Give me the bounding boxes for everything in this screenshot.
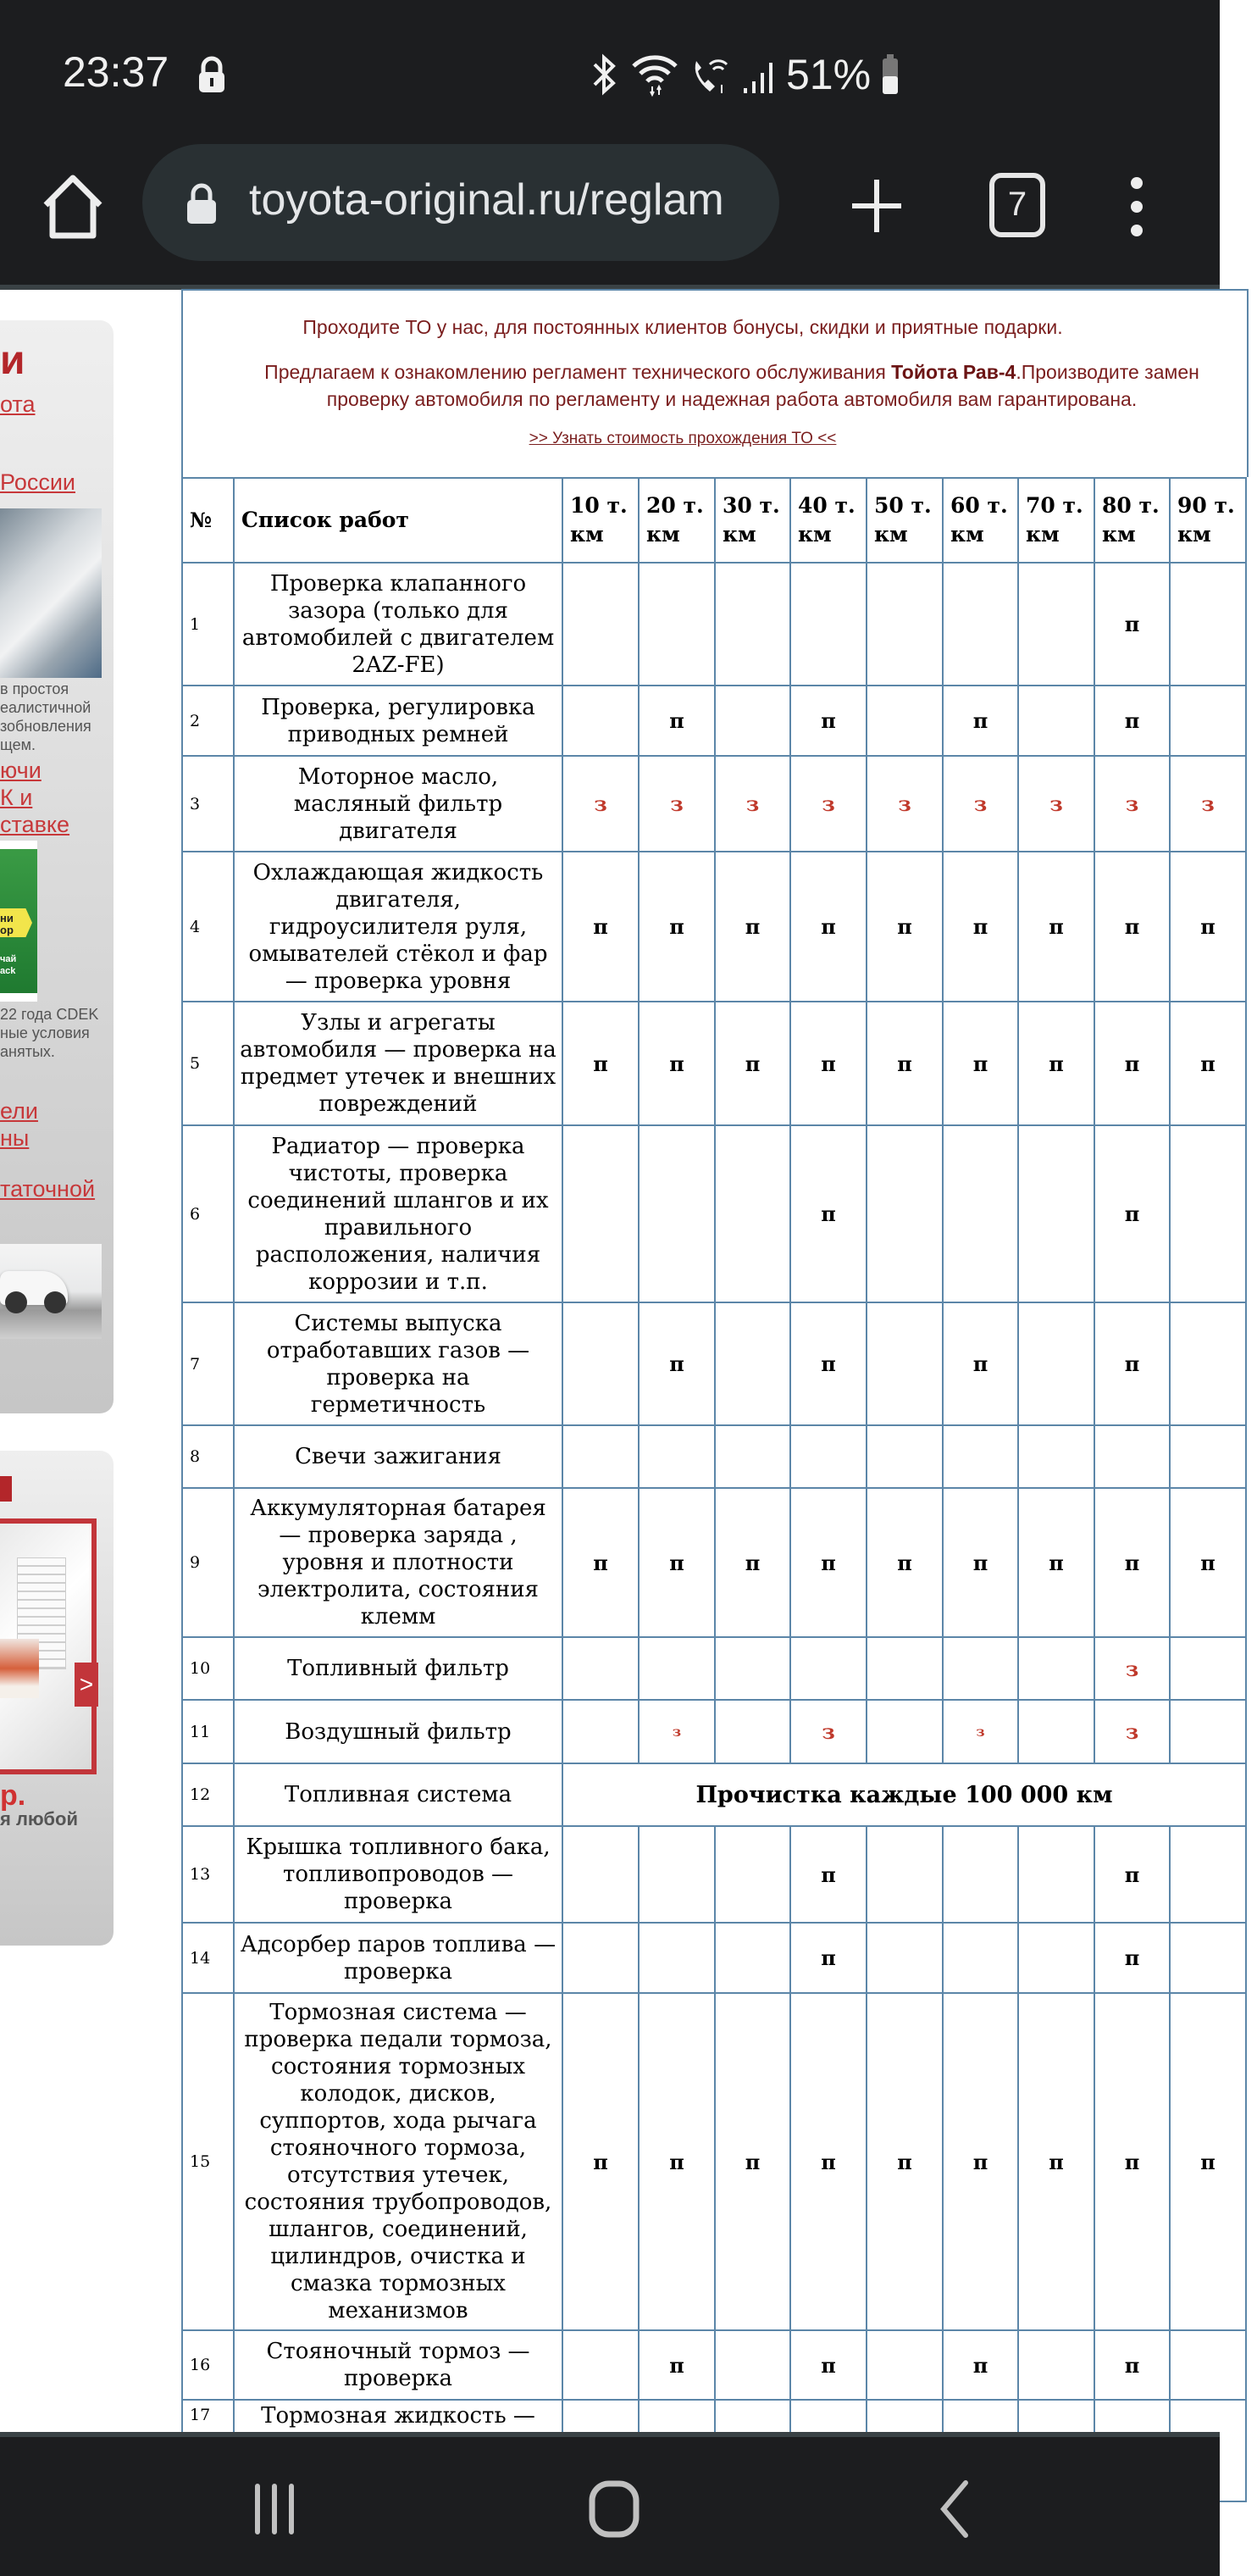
mark-check: п	[790, 1923, 867, 1993]
row-number: 15	[182, 1993, 234, 2330]
work-description: Моторное масло, масляный фильтр двигателя	[234, 756, 562, 852]
slider-next-button[interactable]: >	[75, 1663, 98, 1707]
mark-empty	[562, 563, 639, 686]
row-number: 14	[182, 1923, 234, 1993]
factory-caption-4: щем.	[0, 736, 36, 753]
cdek-caption-2: ные условия	[0, 1024, 90, 1041]
work-description: Аккумуляторная батарея — проверка заряда , уровня и плотности электролита, состояния клемм	[234, 1488, 562, 1637]
schedule-table	[181, 477, 1247, 2502]
mark-empty	[562, 1425, 639, 1488]
row-number: 11	[182, 1700, 234, 1763]
mark-empty	[1018, 1637, 1094, 1700]
cdek-caption-3: анятых.	[0, 1043, 55, 1060]
mark-empty	[562, 1125, 639, 1302]
work-description: Тормозная система — проверка педали тормоза, состояния тормозных колодок, дисков, суппортов, хода рычага стояночного тормоза, отсутствия утечек, состояния трубопроводов, шлангов, соединений, цилиндров, очистка и смазка тормозных механизмов	[234, 1993, 562, 2330]
mark-empty	[1018, 1826, 1094, 1923]
mark-check: п	[639, 2330, 715, 2400]
header-interval: 40 т. км	[790, 478, 867, 563]
sidebar-link-3c[interactable]: ставке	[0, 812, 70, 837]
mark-empty	[943, 563, 1018, 686]
mark-empty	[1018, 1425, 1094, 1488]
parts-slider-image[interactable]	[0, 1518, 97, 1774]
mark-replace: з	[715, 756, 790, 852]
mark-check: п	[1170, 1488, 1246, 1637]
mark-check: п	[790, 1488, 867, 1637]
sidebar-link-5[interactable]: таточной	[0, 1176, 96, 1202]
mark-empty	[867, 686, 943, 756]
mark-check: п	[1018, 852, 1094, 1002]
mark-empty	[867, 1923, 943, 1993]
mark-replace: з	[1018, 756, 1094, 852]
mark-empty	[1018, 686, 1094, 756]
row-number: 5	[182, 1002, 234, 1125]
mark-check: п	[1170, 852, 1246, 1002]
mark-check: п	[1094, 686, 1170, 756]
intro-description-start: Предлагаем к ознакомлению регламент технического обслуживания	[264, 361, 892, 383]
mark-replace: з	[867, 756, 943, 852]
lock-icon	[185, 181, 219, 225]
table-row	[182, 852, 1246, 1002]
sidebar-link-2[interactable]: России	[0, 469, 76, 495]
mark-empty	[562, 1700, 639, 1763]
work-description: Адсорбер паров топлива — проверка	[234, 1923, 562, 1993]
mark-empty	[715, 1826, 790, 1923]
mark-empty	[1018, 1302, 1094, 1425]
car-model: Тойота Рав-4	[891, 361, 1016, 383]
card-title-badge	[0, 1476, 12, 1502]
mark-empty	[639, 1923, 715, 1993]
recents-icon[interactable]	[251, 2483, 298, 2535]
mark-check: п	[715, 1488, 790, 1637]
mark-empty	[1170, 1637, 1246, 1700]
mark-replace: з	[562, 756, 639, 852]
mark-empty	[1018, 1125, 1094, 1302]
mark-replace: з	[790, 1700, 867, 1763]
mark-check: п	[1018, 1993, 1094, 2330]
signal-icon	[742, 53, 776, 97]
work-description: Проверка клапанного зазора (только для автомобилей с двигателем 2AZ-FE)	[234, 563, 562, 686]
mark-check: п	[639, 1302, 715, 1425]
status-icons	[590, 51, 900, 98]
mark-replace: з	[639, 1700, 715, 1763]
work-description: Крышка топливного бака, топливопроводов — проверка	[234, 1826, 562, 1923]
mark-check: п	[943, 852, 1018, 1002]
mark-check: п	[1094, 1002, 1170, 1125]
cdek-banner-text-4: ack	[0, 966, 16, 976]
mark-empty	[562, 1302, 639, 1425]
mark-empty	[867, 1425, 943, 1488]
mark-check: п	[943, 1302, 1018, 1425]
cdek-banner-image[interactable]	[0, 841, 37, 1002]
row-number: 6	[182, 1125, 234, 1302]
cdek-caption-1: 22 года CDEK	[0, 1006, 99, 1023]
mark-check: п	[943, 1002, 1018, 1125]
intro-block	[181, 289, 1249, 477]
row-number: 9	[182, 1488, 234, 1637]
mark-check: п	[867, 852, 943, 1002]
mark-check: п	[715, 1993, 790, 2330]
car-image[interactable]	[0, 1244, 102, 1339]
wifi-icon	[630, 53, 679, 97]
row-number: 13	[182, 1826, 234, 1923]
table-row	[182, 1425, 1246, 1488]
mark-empty	[1170, 2330, 1246, 2400]
table-row	[182, 1993, 1246, 2330]
factory-image[interactable]	[0, 508, 102, 678]
sidebar-link-3a[interactable]: ючи	[0, 758, 42, 783]
work-description: Свечи зажигания	[234, 1425, 562, 1488]
home-icon[interactable]	[41, 173, 105, 241]
mark-empty	[715, 686, 790, 756]
mark-empty	[639, 1826, 715, 1923]
row-number: 7	[182, 1302, 234, 1425]
mark-empty	[715, 1425, 790, 1488]
mark-check: п	[943, 1488, 1018, 1637]
work-description: Стояночный тормоз — проверка	[234, 2330, 562, 2400]
cdek-banner-text-2: ор	[0, 924, 14, 936]
sidebar-link-1[interactable]: ота	[0, 391, 36, 417]
mark-empty	[1170, 686, 1246, 756]
mark-check: п	[1018, 1002, 1094, 1125]
url-text[interactable]: toyota-original.ru/reglam	[249, 175, 724, 225]
mark-replace: з	[943, 756, 1018, 852]
work-description: Воздушный фильтр	[234, 1700, 562, 1763]
work-description: Топливный фильтр	[234, 1637, 562, 1700]
mark-check: п	[639, 1488, 715, 1637]
header-interval: 10 т. км	[562, 478, 639, 563]
mark-check: п	[1094, 1993, 1170, 2330]
mark-empty	[715, 1923, 790, 1993]
row-number: 2	[182, 686, 234, 756]
mark-check: п	[943, 1993, 1018, 2330]
mark-check: п	[1094, 563, 1170, 686]
header-interval: 20 т. км	[639, 478, 715, 563]
header-interval: 80 т. км	[1094, 478, 1170, 563]
mark-empty	[867, 1637, 943, 1700]
mark-check: п	[715, 1002, 790, 1125]
mark-empty	[715, 1302, 790, 1425]
mark-check: п	[790, 686, 867, 756]
mark-check: п	[867, 1002, 943, 1125]
mark-empty	[715, 1637, 790, 1700]
mark-empty	[943, 1425, 1018, 1488]
table-row	[182, 1002, 1246, 1125]
row-number: 16	[182, 2330, 234, 2400]
mark-check: п	[1094, 1488, 1170, 1637]
maintenance-schedule	[181, 289, 1249, 2502]
mark-check: п	[639, 686, 715, 756]
mark-check: п	[1018, 1488, 1094, 1637]
mark-empty	[943, 1637, 1018, 1700]
mark-empty	[562, 1826, 639, 1923]
table-row	[182, 1637, 1246, 1700]
mark-check: п	[790, 1993, 867, 2330]
mark-empty	[1170, 1425, 1246, 1488]
mark-empty	[562, 1637, 639, 1700]
mark-check: п	[790, 2330, 867, 2400]
mark-check: п	[1170, 1993, 1246, 2330]
work-description: Системы выпуска отработавших газов — проверка на герметичность	[234, 1302, 562, 1425]
table-row	[182, 686, 1246, 756]
table-header-row	[182, 478, 1246, 563]
intro-guarantee: проверку автомобиля по регламенту и надежная работа автомобиля вам гарантирована.	[326, 388, 1138, 410]
mark-check: п	[639, 1002, 715, 1125]
mark-check: п	[562, 1993, 639, 2330]
interval-note: Прочистка каждые 100 000 км	[562, 1763, 1246, 1826]
mark-empty	[562, 2330, 639, 2400]
mark-replace: з	[790, 756, 867, 852]
header-interval: 50 т. км	[867, 478, 943, 563]
row-number: 8	[182, 1425, 234, 1488]
mark-empty	[715, 2330, 790, 2400]
table-row	[182, 1125, 1246, 1302]
sidebar-card-parts	[0, 1451, 114, 1946]
status-bar	[0, 0, 1220, 144]
mark-check: п	[562, 1002, 639, 1125]
mark-empty	[943, 1125, 1018, 1302]
home-icon[interactable]	[588, 2479, 640, 2539]
header-number: №	[182, 478, 234, 563]
table-row	[182, 1923, 1246, 1993]
sidebar-card-news	[0, 320, 114, 1413]
mark-empty	[1018, 2330, 1094, 2400]
back-icon[interactable]	[937, 2479, 971, 2539]
cdek-banner-text-1: ни	[0, 912, 14, 924]
work-description: Тормозная жидкость —	[234, 2400, 562, 2501]
work-description: Узлы и агрегаты автомобиля — проверка на предмет утечек и внешних повреждений	[234, 1002, 562, 1125]
intro-promo: Проходите ТО у нас, для постоянных клиентов бонусы, скидки и приятные подарки.	[302, 316, 1063, 338]
mark-check: п	[790, 1002, 867, 1125]
bluetooth-icon	[590, 53, 620, 97]
table-row	[182, 1826, 1246, 1923]
header-work-list: Список работ	[234, 478, 562, 563]
lock-icon	[195, 56, 229, 93]
mark-empty	[639, 1637, 715, 1700]
mark-empty	[867, 1700, 943, 1763]
row-number: 17	[182, 2400, 234, 2501]
mark-empty	[943, 1923, 1018, 1993]
parts-description-fragment: я любой	[0, 1808, 78, 1829]
card-title-fragment: и	[0, 338, 25, 383]
mark-replace: з	[943, 1700, 1018, 1763]
header-interval: 70 т. км	[1018, 478, 1094, 563]
work-description: Проверка, регулировка приводных ремней	[234, 686, 562, 756]
mark-empty	[1170, 1826, 1246, 1923]
mark-empty	[943, 1826, 1018, 1923]
mark-check: п	[1094, 1125, 1170, 1302]
sidebar-link-4b[interactable]: ны	[0, 1125, 30, 1151]
table-row	[182, 1302, 1246, 1425]
mark-empty	[1018, 1923, 1094, 1993]
mark-empty	[867, 563, 943, 686]
mark-empty	[715, 1125, 790, 1302]
mark-empty	[715, 563, 790, 686]
mark-check: п	[562, 852, 639, 1002]
mark-check: п	[790, 1826, 867, 1923]
wifi-calling-icon	[689, 53, 732, 97]
mark-replace: з	[1094, 1637, 1170, 1700]
row-number: 10	[182, 1637, 234, 1700]
mark-replace: з	[1170, 756, 1246, 852]
mark-empty	[790, 1425, 867, 1488]
mark-check: п	[562, 1488, 639, 1637]
mark-empty	[1170, 1302, 1246, 1425]
table-row	[182, 1763, 1246, 1826]
mark-check: п	[639, 1993, 715, 2330]
header-interval: 60 т. км	[943, 478, 1018, 563]
mark-check: п	[1094, 1302, 1170, 1425]
row-number: 4	[182, 852, 234, 1002]
mark-empty	[1170, 1125, 1246, 1302]
work-description: Радиатор — проверка чистоты, проверка соединений шлангов и их правильного расположения, наличия коррозии и т.п.	[234, 1125, 562, 1302]
mark-check: п	[867, 1488, 943, 1637]
mark-empty	[1094, 1425, 1170, 1488]
mark-empty	[715, 1700, 790, 1763]
battery-icon	[881, 53, 900, 97]
factory-caption-2: еалистичной	[0, 699, 91, 716]
mark-check: п	[790, 1125, 867, 1302]
mark-empty	[1170, 1700, 1246, 1763]
mark-empty	[639, 1425, 715, 1488]
price-fragment: р.	[0, 1779, 26, 1812]
sidebar-link-3b[interactable]: К и	[0, 785, 33, 810]
price-link[interactable]: >> Узнать стоимость прохождения ТО <<	[529, 430, 837, 447]
intro-description	[207, 358, 1257, 413]
mark-empty	[1170, 1923, 1246, 1993]
mark-check: п	[715, 852, 790, 1002]
more-vert-icon[interactable]	[1123, 173, 1150, 241]
mark-empty	[790, 563, 867, 686]
mark-empty	[867, 1125, 943, 1302]
header-interval: 30 т. км	[715, 478, 790, 563]
mark-check: п	[943, 2330, 1018, 2400]
mark-check: п	[1094, 1826, 1170, 1923]
row-number: 3	[182, 756, 234, 852]
mark-empty	[1018, 563, 1094, 686]
mark-empty	[867, 2330, 943, 2400]
mark-check: п	[790, 852, 867, 1002]
table-row	[182, 1488, 1246, 1637]
mark-empty	[1170, 563, 1246, 686]
mark-check: п	[790, 1302, 867, 1425]
mark-check: п	[867, 1993, 943, 2330]
mark-check: п	[1094, 1923, 1170, 1993]
table-row	[182, 2330, 1246, 2400]
mark-check: п	[1094, 2330, 1170, 2400]
status-time: 23:37	[63, 48, 169, 96]
mark-replace: з	[1094, 756, 1170, 852]
mark-empty	[790, 1637, 867, 1700]
tabs-button[interactable]: 7	[989, 173, 1045, 237]
mark-empty	[867, 1826, 943, 1923]
mark-check: п	[639, 852, 715, 1002]
intro-description-end: .Производите замен	[1016, 361, 1199, 383]
factory-caption-1: в простоя	[0, 680, 69, 697]
mark-empty	[562, 686, 639, 756]
mark-empty	[867, 1302, 943, 1425]
mark-empty	[639, 1125, 715, 1302]
mark-empty	[562, 1923, 639, 1993]
battery-percent: 51%	[786, 51, 872, 98]
header-interval: 90 т. км	[1170, 478, 1246, 563]
mark-empty	[1018, 1700, 1094, 1763]
mark-check: п	[1170, 1002, 1246, 1125]
work-description: Топливная система	[234, 1763, 562, 1826]
table-row	[182, 563, 1246, 686]
table-row	[182, 1700, 1246, 1763]
sidebar-link-4a[interactable]: ели	[0, 1098, 38, 1124]
table-row	[182, 756, 1246, 852]
mark-replace: з	[1094, 1700, 1170, 1763]
cdek-banner-text-3: чай	[0, 954, 17, 964]
mark-replace: з	[639, 756, 715, 852]
work-description: Охлаждающая жидкость двигателя, гидроусилителя руля, омывателей стёкол и фар — проверка уровня	[234, 852, 562, 1002]
mark-check: п	[1094, 852, 1170, 1002]
factory-caption-3: зобновления	[0, 718, 91, 735]
row-number: 12	[182, 1763, 234, 1826]
plus-icon[interactable]	[847, 173, 906, 237]
row-number: 1	[182, 563, 234, 686]
mark-check: п	[943, 686, 1018, 756]
mark-empty	[639, 563, 715, 686]
